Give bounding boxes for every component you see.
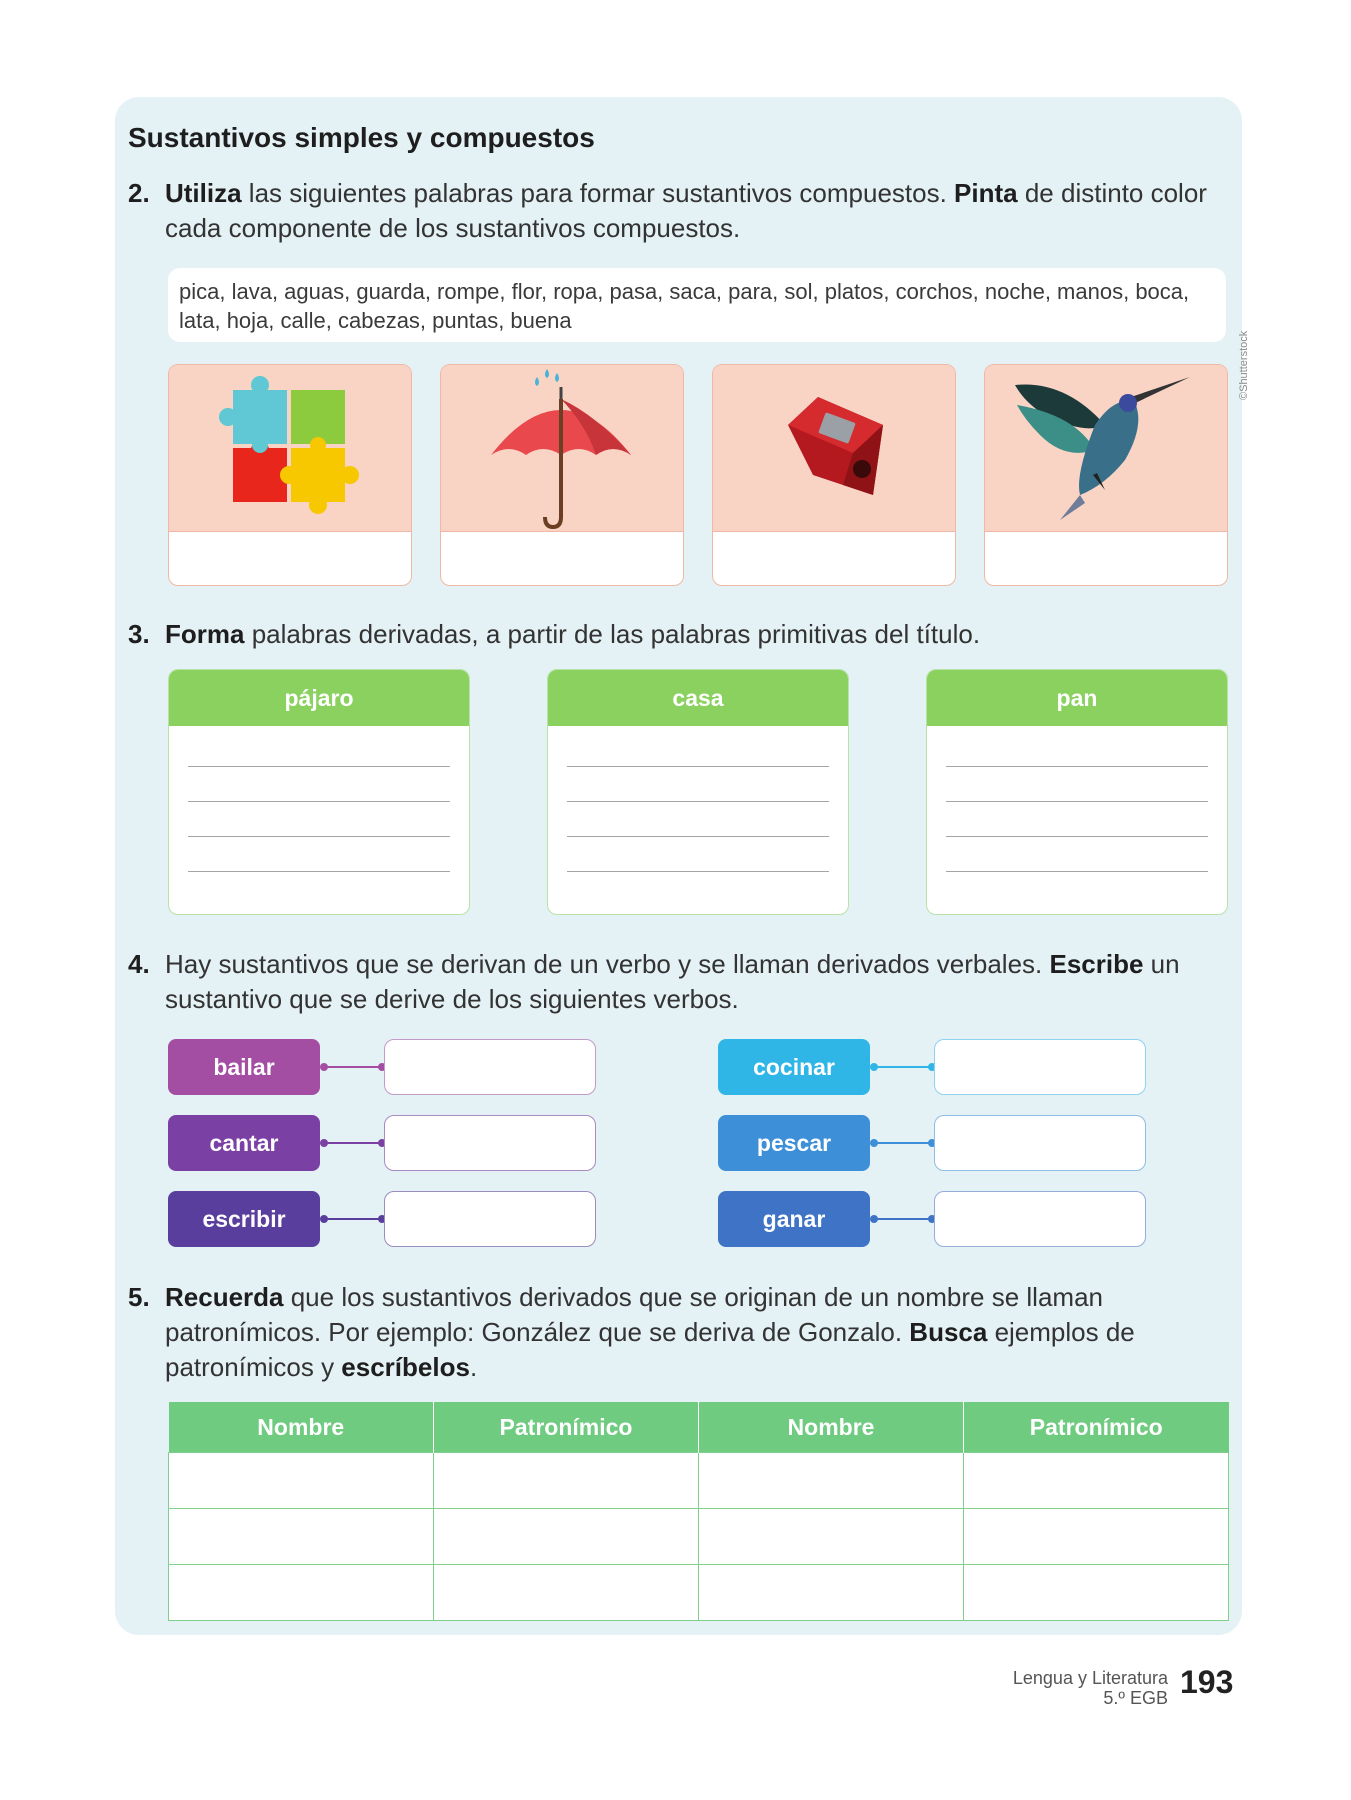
column-header-nombre: Nombre (169, 1402, 434, 1453)
writing-line[interactable] (567, 766, 829, 767)
question-number: 5. (128, 1282, 150, 1312)
writing-line[interactable] (567, 871, 829, 872)
writing-line[interactable] (188, 766, 450, 767)
sharpener-icon (713, 365, 954, 531)
derived-box-title: casa (548, 670, 848, 726)
derived-box-pajaro (168, 669, 470, 915)
answer-box-cocinar[interactable] (934, 1039, 1146, 1095)
table-row (169, 1565, 1229, 1621)
verb-pescar: pescar (718, 1115, 870, 1171)
verb-bailar: bailar (168, 1039, 320, 1095)
table-cell[interactable] (964, 1565, 1229, 1621)
puzzle-icon (169, 365, 410, 531)
table-cell[interactable] (699, 1453, 964, 1509)
image-card-puzzle (168, 364, 412, 586)
section-title: Sustantivos simples y compuestos (128, 122, 595, 153)
image-card-hummingbird (984, 364, 1228, 586)
connector-line (324, 1218, 382, 1220)
answer-box-cantar[interactable] (384, 1115, 596, 1171)
image-card-umbrella (440, 364, 684, 586)
image-card-sharpener (712, 364, 956, 586)
column-header-nombre: Nombre (699, 1402, 964, 1453)
answer-box-bailar[interactable] (384, 1039, 596, 1095)
verb-escribir: escribir (168, 1191, 320, 1247)
writing-line[interactable] (567, 801, 829, 802)
question-number: 2. (128, 178, 150, 208)
image-credit: ©Shutterstock (1238, 330, 1250, 400)
verb-cocinar: cocinar (718, 1039, 870, 1095)
question-2: 2. Utiliza las siguientes palabras para formar sustantivos compuestos. Pinta de distinto color cada componente de los sustantivos compuestos. (128, 178, 1207, 243)
connector-line (874, 1142, 932, 1144)
connector-line (874, 1066, 932, 1068)
table-cell[interactable] (169, 1509, 434, 1565)
derived-box-casa (547, 669, 849, 915)
table-row (169, 1453, 1229, 1509)
question-number: 3. (128, 619, 150, 649)
writing-line[interactable] (946, 766, 1208, 767)
word-bank: pica, lava, aguas, guarda, rompe, flor, ropa, pasa, saca, para, sol, platos, corchos, noche, manos, boca, lata, hoja, calle, cabezas, puntas, buena (168, 268, 1226, 342)
umbrella-icon (441, 365, 682, 531)
writing-line[interactable] (567, 836, 829, 837)
writing-line[interactable] (188, 871, 450, 872)
table-cell[interactable] (169, 1565, 434, 1621)
table-row (169, 1509, 1229, 1565)
answer-box-ganar[interactable] (934, 1191, 1146, 1247)
question-number: 4. (128, 949, 150, 979)
connector-line (874, 1218, 932, 1220)
derived-box-pan (926, 669, 1228, 915)
grade-label: 5.º EGB (1103, 1688, 1168, 1708)
table-cell[interactable] (964, 1453, 1229, 1509)
question-4: 4. Hay sustantivos que se derivan de un verbo y se llaman derivados verbales. Escribe un sustantivo que se derive de los siguientes verbos. (128, 949, 1180, 1014)
column-header-patronimico: Patronímico (964, 1402, 1229, 1453)
writing-line[interactable] (946, 836, 1208, 837)
writing-line[interactable] (946, 871, 1208, 872)
writing-line[interactable] (188, 836, 450, 837)
page-number: 193 (1180, 1664, 1234, 1700)
answer-box-escribir[interactable] (384, 1191, 596, 1247)
answer-box-pescar[interactable] (934, 1115, 1146, 1171)
derived-box-title: pájaro (169, 670, 469, 726)
column-header-patronimico: Patronímico (434, 1402, 699, 1453)
connector-line (324, 1066, 382, 1068)
footer-subject (1013, 1668, 1168, 1708)
writing-line[interactable] (188, 801, 450, 802)
question-3: 3. Forma palabras derivadas, a partir de las palabras primitivas del título. (128, 617, 1228, 652)
table-cell[interactable] (434, 1565, 699, 1621)
writing-line[interactable] (946, 801, 1208, 802)
hummingbird-icon (985, 365, 1226, 531)
table-cell[interactable] (169, 1453, 434, 1509)
table-cell[interactable] (964, 1509, 1229, 1565)
question-5: 5. Recuerda que los sustantivos derivados que se originan de un nombre se llaman patronímicos. Por ejemplo: González que se deriva de Gonzalo. Busca ejemplos de patronímicos y escríbelos. (128, 1282, 1135, 1382)
verb-cantar: cantar (168, 1115, 320, 1171)
table-cell[interactable] (434, 1509, 699, 1565)
table-cell[interactable] (699, 1565, 964, 1621)
connector-line (324, 1142, 382, 1144)
derived-box-title: pan (927, 670, 1227, 726)
table-cell[interactable] (434, 1453, 699, 1509)
table-cell[interactable] (699, 1509, 964, 1565)
patronymic-table (168, 1402, 1229, 1621)
verb-ganar: ganar (718, 1191, 870, 1247)
subject-name: Lengua y Literatura (1012, 1668, 1168, 1688)
